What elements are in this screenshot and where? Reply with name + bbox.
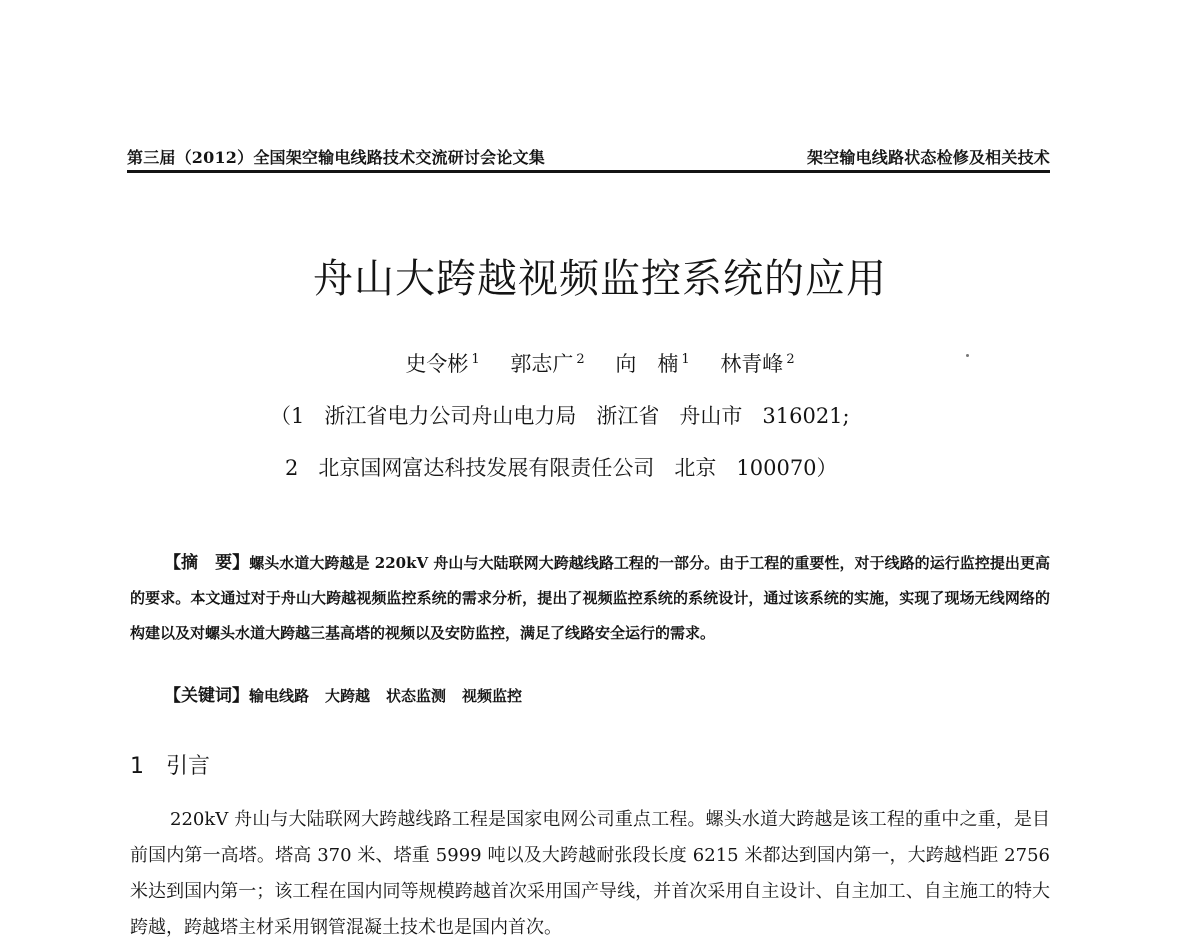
running-header-right: 架空输电线路状态检修及相关技术 — [806, 148, 1050, 167]
affiliation-prefix: （1 — [270, 404, 305, 428]
running-header — [127, 145, 1050, 167]
keywords — [164, 681, 538, 706]
keywords-label: 【关键词】 — [164, 686, 249, 706]
affiliation-org: 浙江省电力公司舟山电力局 — [324, 404, 577, 428]
author-affiliation-mark: 2 — [576, 352, 585, 367]
author-name: 郭志广 — [510, 352, 574, 376]
author-name: 史令彬 — [405, 352, 469, 376]
section-number: 1 — [130, 754, 144, 779]
section-title: 引言 — [166, 754, 211, 779]
author-name: 林青峰 — [720, 352, 784, 376]
keyword: 状态监测 — [386, 687, 447, 705]
author-affiliation-mark: 2 — [786, 352, 795, 367]
affiliation-postcode: 316021; — [762, 404, 850, 428]
author-affiliation-mark: 1 — [681, 352, 690, 367]
header-rule — [127, 170, 1050, 173]
keyword: 输电线路 — [249, 687, 310, 705]
paper-title: 舟山大跨越视频监控系统的应用 — [313, 256, 887, 302]
affiliation-1 — [270, 400, 870, 430]
author — [615, 352, 689, 376]
affiliation-prefix: 2 — [285, 456, 299, 480]
affiliation-city: 北京 — [674, 456, 717, 480]
author — [510, 352, 584, 376]
abstract-text: 螺头水道大跨越是 220kV 舟山与大陆联网大跨越线路工程的一部分。由于工程的重要性，对于线路的运行监控提出更高的要求。本文通过对于舟山大跨越视频监控系统的需求分析，提出了视频监控系统的系统设计，通过该系统的实施，实现了现场无线网络的构建以及对螺头水道大跨越三基高塔的视频以及安防监控，满足了线路安全运行的需求。 — [130, 554, 1050, 642]
affiliation-city: 舟山市 — [679, 404, 743, 428]
abstract-label: 【摘 要】 — [164, 553, 250, 573]
author-list — [0, 348, 1200, 378]
affiliation-postcode: 100070） — [736, 456, 838, 480]
author — [720, 352, 794, 376]
keyword: 视频监控 — [462, 687, 523, 705]
keyword: 大跨越 — [325, 687, 371, 705]
author-name: 向 楠 — [615, 352, 679, 376]
body-paragraph: 220kV 舟山与大陆联网大跨越线路工程是国家电网公司重点工程。螺头水道大跨越是该工程的重中之重，是目前国内第一高塔。塔高 370 米、塔重 5999 吨以及大跨越耐张段长度 6215 米都达到国内第一，大跨越档距 2756 米达到国内第一；该工程在国内同等规模跨越首次采用国产导线，并首次采用自主设计、自主加工、自主施工的特大跨越，跨越塔主材采用钢管混凝土技术也是国内首次。 — [130, 809, 1050, 938]
abstract — [130, 546, 1050, 651]
affiliation-org: 北京国网富达科技发展有限责任公司 — [318, 456, 655, 480]
affiliation-province: 浙江省 — [596, 404, 660, 428]
author-affiliation-mark: 1 — [471, 352, 480, 367]
affiliation-2 — [285, 452, 858, 482]
scan-speck — [966, 354, 969, 357]
author — [405, 352, 479, 376]
running-header-left: 第三届（2012）全国架空输电线路技术交流研讨会论文集 — [127, 148, 545, 167]
section-heading — [130, 749, 210, 780]
